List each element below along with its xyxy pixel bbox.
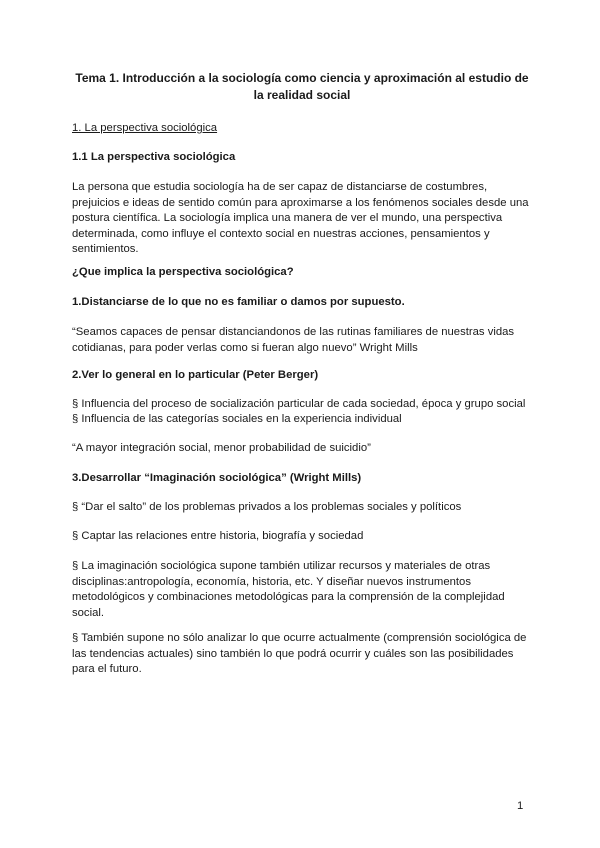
point2-quote: “A mayor integración social, menor probabilidad de suicidio” <box>72 442 371 454</box>
point3-bullet-3: § La imaginación sociológica supone también utilizar recursos y materiales de otras disciplinas:antropología, economía, historia, etc. Y diseñar nuevos instrumentos metodológicos y combinaciones metodológicas para la comprensión de la complejidad social. <box>72 560 505 619</box>
subsection-heading: 1.1 La perspectiva sociológica <box>72 151 236 163</box>
section-heading: 1. La perspectiva sociológica <box>72 122 218 134</box>
point3-bullet-4: § También supone no sólo analizar lo que ocurre actualmente (comprensión sociológica de las tendencias actuales) sino también lo que podrá ocurrir y cuáles son las posibilidades para el futuro. <box>72 632 527 675</box>
point2-bullet-2: § Influencia de las categorías sociales en la experiencia individual <box>72 413 402 425</box>
intro-paragraph: La persona que estudia sociología ha de ser capaz de distanciarse de costumbres, prejuicios e ideas de sentido común para aproximarse a los fenómenos sociales desde una postura científica. La sociología implica una manera de ver el mundo, una perspectiva determinada, como influye el contexto social en nuestras acciones, pensamientos y sentimientos. <box>72 181 529 255</box>
document-title: Tema 1. Introducción a la sociología como ciencia y aproximación al estudio de la realidad social <box>75 71 529 102</box>
question-heading: ¿Que implica la perspectiva sociológica? <box>72 266 294 278</box>
point1-heading: 1.Distanciarse de lo que no es familiar o damos por supuesto. <box>72 296 405 308</box>
point3-bullet-1: § “Dar el salto” de los problemas privados a los problemas sociales y políticos <box>72 501 462 513</box>
point1-quote: “Seamos capaces de pensar distanciandonos de las rutinas familiares de nuestras vidas cotidianas, para poder verlas como si fueran algo nuevo” Wright Mills <box>72 326 515 354</box>
point3-heading: 3.Desarrollar “Imaginación sociológica” (Wright Mills) <box>72 472 362 484</box>
page-number: 1 <box>517 800 524 812</box>
point2-bullet-1: § Influencia del proceso de socialización particular de cada sociedad, época y grupo social <box>72 398 526 410</box>
point3-bullet-2: § Captar las relaciones entre historia, biografía y sociedad <box>72 530 364 542</box>
point2-heading: 2.Ver lo general en lo particular (Peter Berger) <box>72 369 319 381</box>
